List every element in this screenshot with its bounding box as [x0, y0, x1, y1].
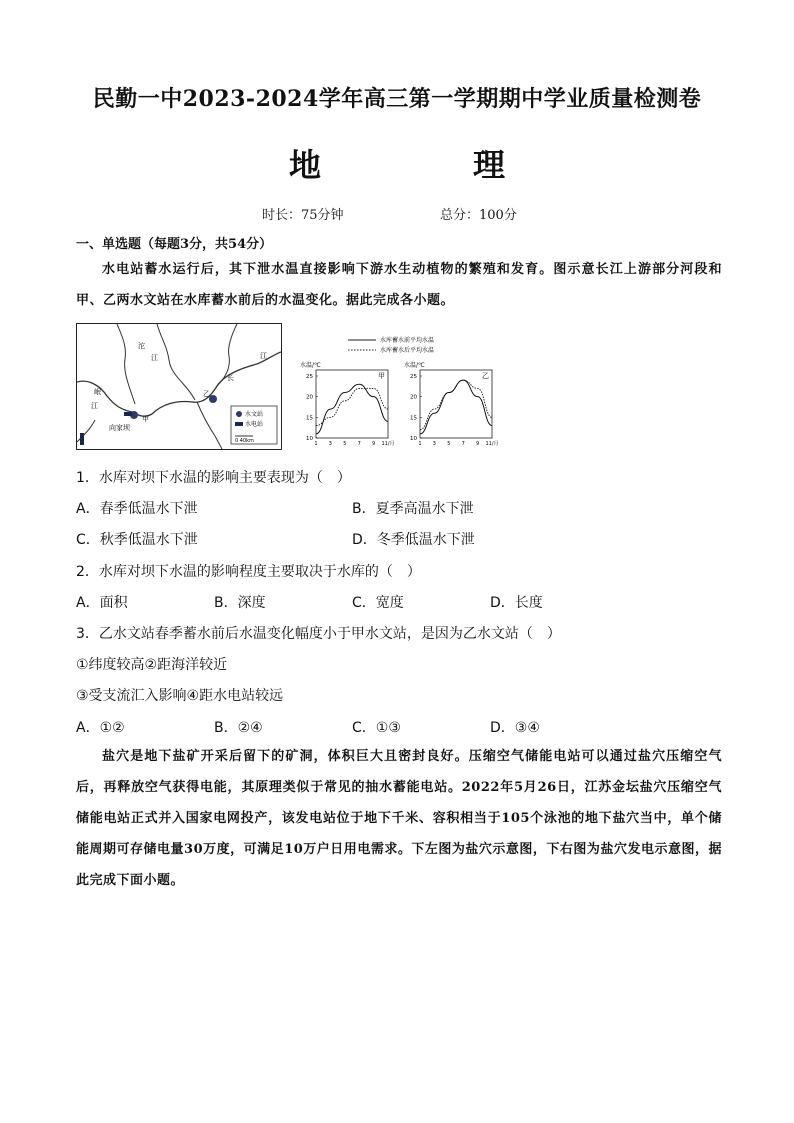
river-map-figure [76, 323, 282, 450]
map-label: 江 [91, 402, 98, 410]
question-2-option-a[interactable]: A．面积 [76, 595, 128, 611]
legend-before-label: 水库蓄水前平均水温 [380, 337, 435, 344]
legend-label: 水电站 [245, 421, 264, 428]
map-label: 江 [260, 352, 267, 360]
yangtze-path [152, 352, 281, 414]
legend-label: 水文站 [245, 411, 264, 418]
river-map [77, 324, 281, 449]
question-2-stem: 2．水库对坝下水温的影响程度主要取决于水库的（ ） [76, 564, 421, 580]
chart-ylabel: 水温/℃ [404, 362, 425, 369]
question-3-option-c[interactable]: C．①③ [352, 720, 401, 736]
question-1-option-a[interactable]: A．春季低温水下泄 [76, 501, 198, 517]
map-label: 乙 [203, 390, 210, 398]
passage-2: 盐穴是地下盐矿开采后留下的矿洞，体积巨大且密封良好。压缩空气储能电站可以通过盐穴压缩空气后，再释放空气获得电能，其原理类似于常见的抽水蓄能电站。2022年5月26日，江苏金坛盐穴压缩空气储能电站正式并入国家电网投产，该发电站位于地下千米、容积相当于105个泳池的地下盐穴当中，单个储能周期可存储电量30万度，可满足10万户日用电需求。下左图为盐穴示意图，下右图为盐穴发电示意图，据此完成下面小题。 [76, 749, 722, 888]
section-heading: 一、单选题（每题3分，共54分） [76, 237, 273, 252]
chart-title: 乙 [482, 372, 489, 380]
x-tick-label: 7 [461, 441, 465, 447]
x-tick-label: 1 [314, 441, 318, 447]
x-tick-label: 5 [343, 441, 347, 447]
y-tick-label: 25 [410, 374, 417, 380]
river-path [77, 381, 152, 416]
y-tick-label: 10 [410, 436, 417, 442]
y-tick-label: 10 [306, 436, 313, 442]
scale-label: 0 40km [235, 438, 254, 444]
map-label: 岷 [94, 388, 101, 396]
legend-station-icon [236, 411, 242, 417]
question-2-option-c[interactable]: C．宽度 [352, 595, 404, 611]
tributary-path [117, 324, 135, 404]
tributary-path [157, 324, 195, 400]
page-title: 民勤一中2023-2024学年高三第一学期期中学业质量检测卷 [92, 86, 702, 112]
tributary-path [77, 420, 95, 442]
question-1-option-c[interactable]: C．秋季低温水下泄 [76, 532, 198, 548]
question-2-option-b[interactable]: B．深度 [214, 595, 266, 611]
y-tick-label: 15 [306, 415, 313, 422]
y-tick-label: 20 [410, 394, 417, 401]
power-station-icon [124, 412, 132, 416]
series-before-line [316, 384, 388, 434]
x-tick-label: 9 [476, 441, 480, 447]
question-3-option-d[interactable]: D．③④ [490, 720, 540, 736]
series-after-line [420, 380, 492, 430]
water-temp-chart-svg [298, 330, 503, 455]
series-before-line [420, 380, 492, 434]
chart-frame [316, 370, 388, 438]
map-label: 长 [227, 374, 234, 382]
question-1-option-b[interactable]: B．夏季高温水下泄 [352, 501, 474, 517]
map-label: 甲 [142, 415, 149, 423]
question-3-option-a[interactable]: A．①② [76, 720, 125, 736]
y-tick-label: 20 [306, 394, 313, 401]
map-label: 向家坝 [109, 424, 130, 432]
tributary-path [197, 402, 222, 449]
subject-title: 地 理 [288, 146, 565, 184]
legend-after-label: 水库蓄水后平均水温 [380, 347, 435, 354]
question-1-stem: 1．水库对坝下水温的影响主要表现为（ ） [76, 470, 351, 486]
exam-total-score: 总分：100分 [440, 208, 517, 223]
x-tick-label: 7 [357, 441, 361, 447]
passage-1: 水电站蓄水运行后，其下泄水温直接影响下游水生动植物的繁殖和发育。图示意长江上游部分河段和甲、乙两水文站在水库蓄水前后的水温变化。据此完成各小题。 [76, 262, 722, 308]
legend-power-icon [235, 422, 243, 426]
map-label: 沱 [138, 342, 145, 350]
water-temp-charts [298, 330, 503, 455]
chart-ylabel: 水温/℃ [300, 362, 321, 369]
hydro-station-yi [209, 395, 217, 403]
x-tick-label: 11/月 [381, 441, 395, 447]
question-3-statement-line: ③受支流汇入影响④距水电站较远 [76, 688, 284, 704]
question-2-option-d[interactable]: D．长度 [490, 595, 543, 611]
map-label: 江 [151, 354, 158, 362]
x-tick-label: 3 [328, 441, 332, 447]
power-station-icon [80, 433, 84, 445]
chart-frame [420, 370, 492, 438]
x-tick-label: 1 [418, 441, 422, 447]
x-tick-label: 9 [372, 441, 376, 447]
question-3-stem: 3．乙水文站春季蓄水前后水温变化幅度小于甲水文站，是因为乙水文站（ ） [76, 626, 561, 642]
question-3-statement-line: ①纬度较高②距海洋较近 [76, 657, 228, 673]
y-tick-label: 25 [306, 374, 313, 380]
question-1-option-d[interactable]: D．冬季低温水下泄 [352, 532, 475, 548]
exam-duration: 时长：75分钟 [262, 208, 344, 223]
y-tick-label: 15 [410, 415, 417, 422]
question-3-option-b[interactable]: B．②④ [214, 720, 263, 736]
x-tick-label: 11/月 [485, 441, 499, 447]
x-tick-label: 3 [432, 441, 436, 447]
chart-title: 甲 [378, 372, 385, 380]
x-tick-label: 5 [447, 441, 451, 447]
series-after-line [316, 388, 388, 425]
